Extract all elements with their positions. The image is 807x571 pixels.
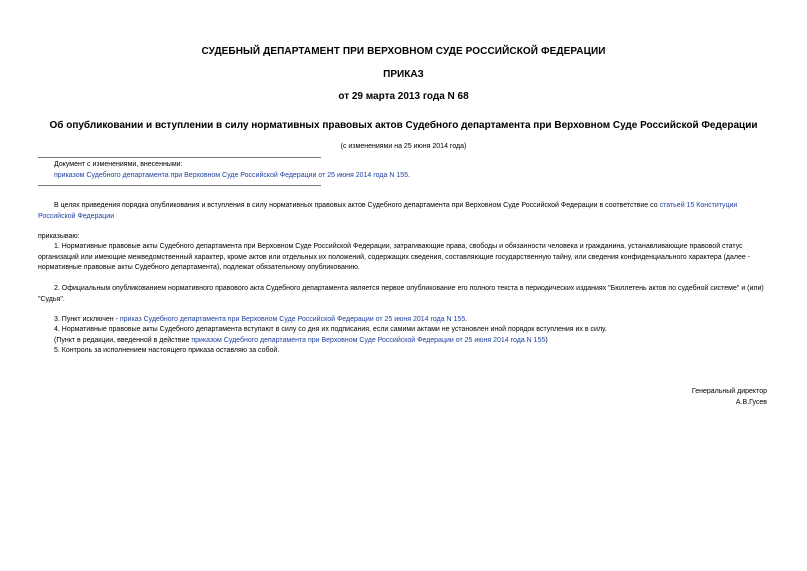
organization-heading: СУДЕБНЫЙ ДЕПАРТАМЕНТ ПРИ ВЕРХОВНОМ СУДЕ РОССИЙСКОЙ ФЕДЕРАЦИИ bbox=[201, 46, 606, 57]
item-3 bbox=[38, 315, 770, 326]
item-3-link[interactable]: приказ Судебного департамента при Верховном Суде Российской Федерации от 25 июня 2014 года N 155 bbox=[119, 316, 466, 323]
item-3-text: 3. Пункт исключен - bbox=[54, 316, 120, 323]
preamble bbox=[38, 201, 770, 222]
document-title: Об опубликовании и вступлении в силу нормативных правовых актов Судебного департамента при Верховном Суде Российской Федерации bbox=[49, 120, 758, 131]
item-4-note-tail: ) bbox=[545, 336, 548, 344]
document-date-number: от 29 марта 2013 года N 68 bbox=[338, 91, 469, 102]
item-4-note-text: (Пункт в редакции, введенной в действие bbox=[54, 336, 192, 344]
amendment-note: (с изменениями на 25 июня 2014 года) bbox=[340, 143, 467, 150]
changes-label: Документ с изменениями, внесенными: bbox=[54, 161, 183, 168]
item-4-text: 4. Нормативные правовые акты Судебного департамента вступают в силу со дня их подписания, если самими актами не установлен иной порядок вступления их в силу. bbox=[54, 326, 607, 333]
order-word-text: приказываю: bbox=[38, 233, 80, 240]
order-word bbox=[38, 232, 770, 243]
item-2 bbox=[38, 284, 770, 305]
item-4-note-link[interactable]: приказом Судебного департамента при Верховном Суде Российской Федерации от 25 июня 2014 года N 155 bbox=[191, 336, 546, 344]
document-type: ПРИКАЗ bbox=[383, 69, 424, 80]
item-5-text: 5. Контроль за исполнением настоящего приказа оставляю за собой. bbox=[54, 347, 280, 354]
item-1 bbox=[38, 242, 770, 274]
changes-link-tail: . bbox=[408, 172, 410, 179]
preamble-text: В целях приведения порядка опубликования и вступления в силу нормативных правовых актов Судебного департамента при Верховном Суде Российской Федерации в соответствие со bbox=[54, 202, 660, 209]
signature bbox=[692, 386, 767, 408]
divider-top bbox=[38, 157, 321, 158]
item-4 bbox=[38, 325, 770, 357]
changes-line bbox=[54, 170, 410, 181]
signature-position: Генеральный директор bbox=[691, 388, 767, 395]
item-3-tail: . bbox=[465, 316, 468, 323]
signature-name: А.В.Гусев bbox=[735, 399, 767, 406]
divider-bottom bbox=[38, 185, 321, 186]
constitution-link[interactable]: статьей 15 Конституции Российской Федерации bbox=[38, 202, 738, 220]
changes-link[interactable]: приказом Судебного департамента при Верховном Суде Российской Федерации от 25 июня 2014 года N 155 bbox=[54, 172, 409, 179]
item-2-text: 2. Официальным опубликованием нормативного правового акта Судебного департамента является первое опубликование его полного текста в периодических изданиях "Бюллетень актов по судебной системе" и (или) "Судья". bbox=[38, 285, 764, 303]
item-1-text: 1. Нормативные правовые акты Судебного департамента при Верховном Суде Российской Федерации, затрагивающие права, свободы и обязанности человека и гражданина, устанавливающие правовой статус организаций или имеющие межведомственный характер, кроме актов или отдельных их положений, содержащих сведения, составляющие государственную тайну, или сведения конфиденциального характера (далее - нормативные правовые акты Судебного департамента), подлежат обязательному опубликованию. bbox=[38, 243, 751, 271]
